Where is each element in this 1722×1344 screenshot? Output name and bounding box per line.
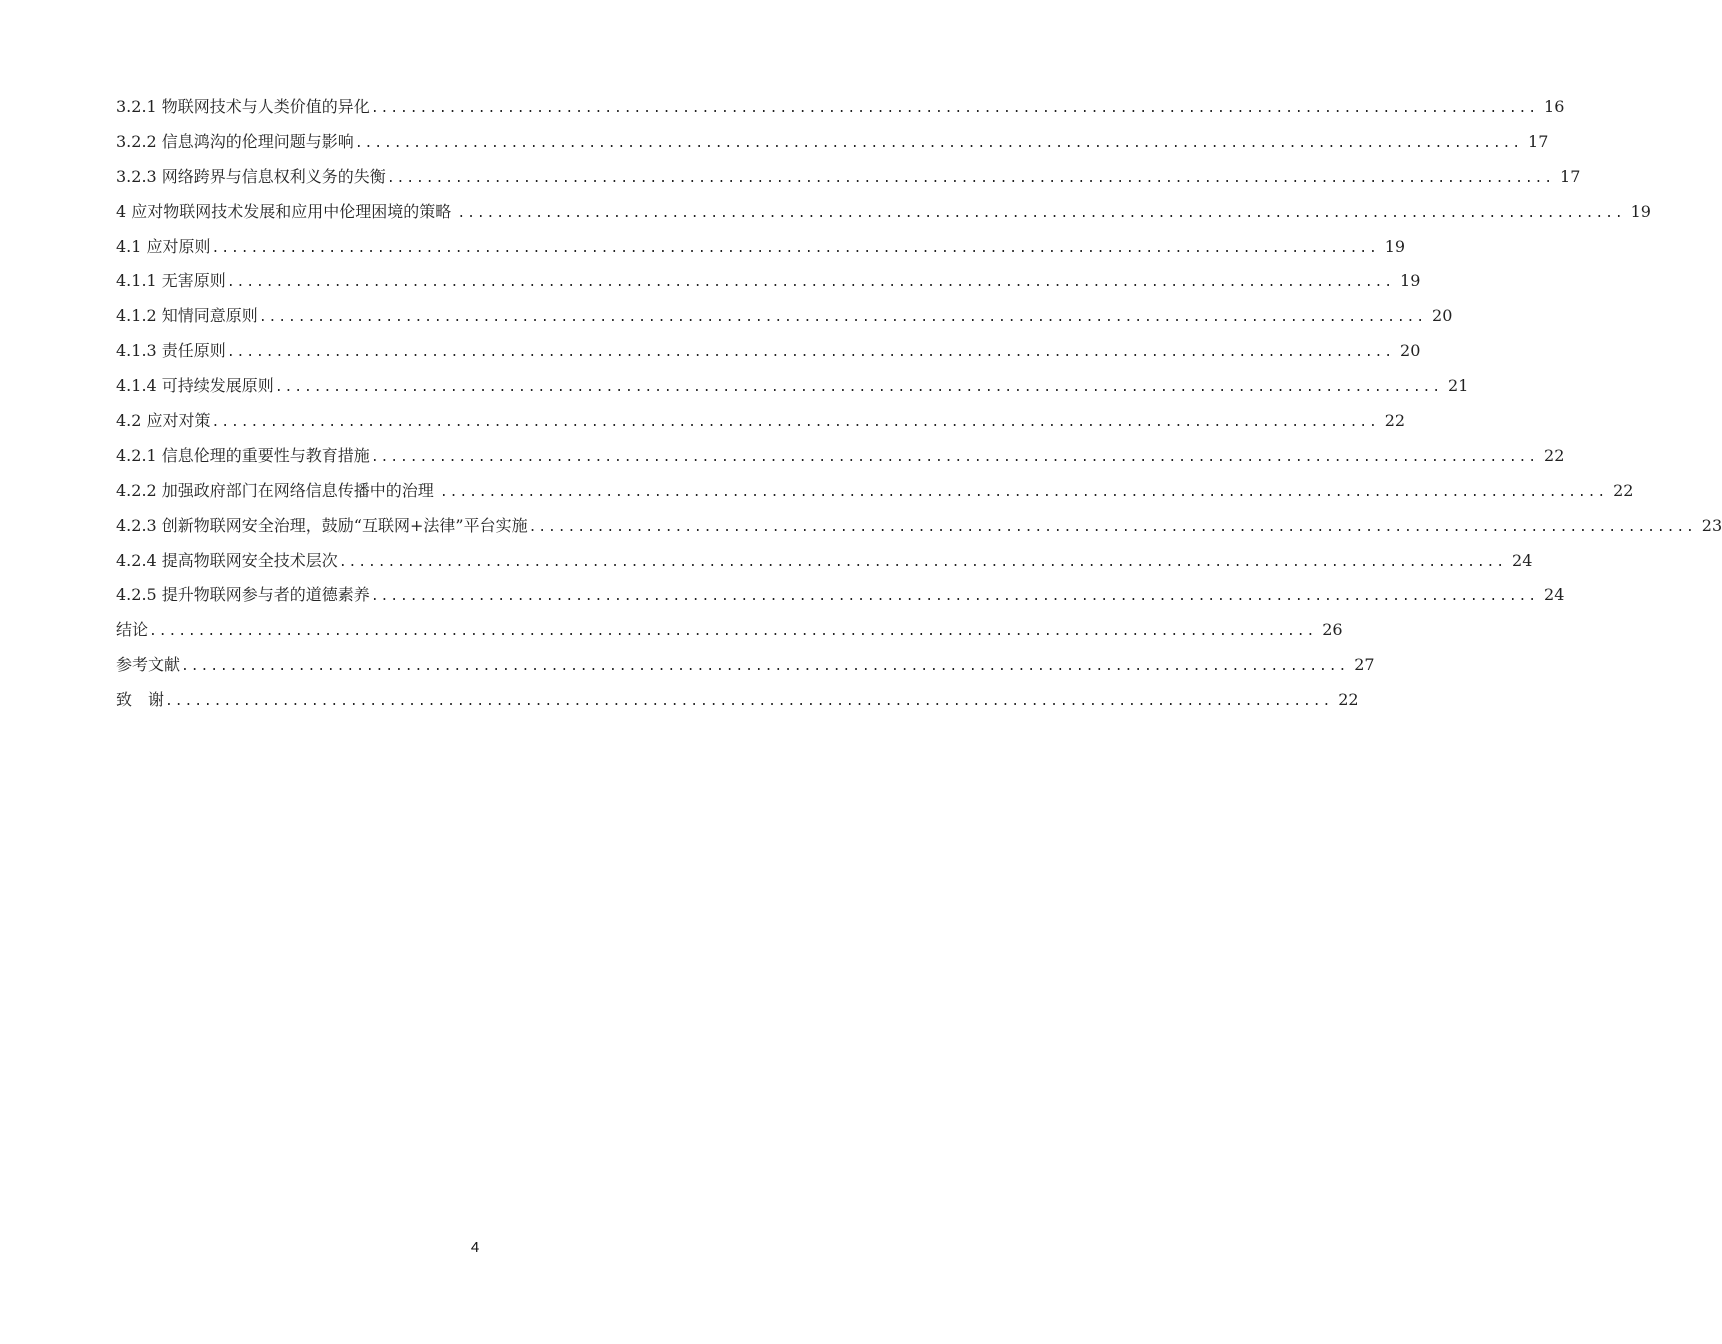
toc-entry-page: 21: [1448, 376, 1469, 396]
toc-entry[interactable]: [116, 234, 1406, 269]
dot-leader: ........................................................................................................................: [457, 205, 1625, 221]
dot-leader: ........................................................................................................................: [226, 345, 1395, 361]
toc-entry-title: 4.1.4 可持续发展原则: [116, 376, 274, 396]
toc-entry-title: 结论: [116, 620, 149, 640]
dot-leader: ........................................................................................................................: [165, 694, 1333, 710]
toc-entry[interactable]: [116, 617, 1343, 652]
toc-entry-title: 4.2 应对对策: [116, 411, 211, 431]
toc-entry[interactable]: [116, 443, 1565, 478]
toc-entry-title: 4.2.1 信息伦理的重要性与教育措施: [116, 445, 370, 465]
toc-entry[interactable]: [116, 94, 1565, 129]
toc-entry-title: 4.1.1 无害原则: [116, 271, 226, 291]
toc-entry-page: 19: [1384, 236, 1406, 256]
toc-entry-title: 4.1.2 知情同意原则: [116, 306, 258, 326]
dot-leader: ........................................................................................................................: [226, 275, 1395, 291]
dot-leader: ........................................................................................................................: [149, 624, 1317, 640]
dot-leader: ........................................................................................................................: [370, 101, 1539, 116]
toc-entry-title: 致 谢: [116, 690, 165, 710]
toc-entry-title: 3.2.2 信息鸿沟的伦理问题与影响: [116, 131, 354, 151]
toc-entry-page: 22: [1338, 690, 1359, 710]
page-number: 4: [470, 1239, 480, 1256]
dot-leader: ........................................................................................................................: [370, 589, 1539, 605]
toc-entry-title: 4 应对物联网技术发展和应用中伦理困境的策略: [116, 201, 457, 221]
toc-entry-title: 4.2.5 提升物联网参与者的道德素养: [116, 585, 370, 605]
toc-entry-page: 17: [1560, 166, 1581, 186]
dot-leader: ........................................................................................................................: [354, 135, 1523, 151]
toc-entry[interactable]: [116, 652, 1375, 687]
toc-entry-page: 20: [1432, 306, 1453, 326]
toc-entry[interactable]: [116, 408, 1406, 443]
toc-entry-page: 22: [1544, 445, 1565, 465]
toc-entry[interactable]: [116, 548, 1533, 583]
toc-entry-title: 参考文献: [116, 655, 181, 675]
dot-leader: ........................................................................................................................: [211, 240, 1379, 256]
toc-entry[interactable]: [116, 338, 1421, 373]
toc-entry[interactable]: [116, 268, 1421, 303]
toc-entry[interactable]: [116, 513, 1722, 548]
toc-entry-page: 26: [1322, 620, 1343, 640]
toc-entry-title: 4.1 应对原则: [116, 236, 211, 256]
toc-entry-page: 24: [1512, 550, 1533, 570]
table-of-contents: [116, 94, 1722, 722]
toc-entry[interactable]: [116, 687, 1359, 722]
dot-leader: ........................................................................................................................: [528, 519, 1696, 535]
toc-entry-title: 3.2.1 物联网技术与人类价值的异化: [116, 97, 370, 116]
dot-leader: ........................................................................................................................: [274, 380, 1443, 396]
dot-leader: ........................................................................................................................: [181, 659, 1349, 675]
toc-entry-page: 16: [1544, 97, 1565, 116]
toc-entry-page: 22: [1384, 411, 1406, 431]
toc-entry-page: 22: [1613, 480, 1634, 500]
toc-entry[interactable]: [116, 373, 1469, 408]
toc-entry[interactable]: [116, 129, 1549, 164]
toc-entry-title: 4.2.2 加强政府部门在网络信息传播中的治理: [116, 480, 439, 500]
dot-leader: ........................................................................................................................: [370, 449, 1539, 465]
toc-entry[interactable]: [116, 164, 1581, 199]
toc-entry[interactable]: [116, 199, 1651, 234]
toc-entry[interactable]: [116, 582, 1565, 617]
toc-entry[interactable]: [116, 478, 1634, 513]
toc-entry-title: 4.1.3 责任原则: [116, 341, 226, 361]
dot-leader: ........................................................................................................................: [258, 310, 1427, 326]
dot-leader: ........................................................................................................................: [211, 415, 1379, 431]
toc-entry-page: 19: [1630, 201, 1651, 221]
toc-entry[interactable]: [116, 303, 1453, 338]
toc-entry-title: 3.2.3 网络跨界与信息权利义务的失衡: [116, 166, 386, 186]
toc-entry-page: 24: [1544, 585, 1565, 605]
toc-entry-title: 4.2.3 创新物联网安全治理，鼓励“互联网+法律”平台实施: [116, 515, 528, 535]
toc-entry-page: 19: [1400, 271, 1421, 291]
dot-leader: ........................................................................................................................: [439, 484, 1608, 500]
toc-entry-page: 27: [1354, 655, 1375, 675]
dot-leader: ........................................................................................................................: [386, 170, 1555, 186]
toc-entry-page: 23: [1701, 515, 1722, 535]
toc-entry-page: 20: [1400, 341, 1421, 361]
toc-entry-title: 4.2.4 提高物联网安全技术层次: [116, 550, 338, 570]
dot-leader: ........................................................................................................................: [338, 554, 1507, 570]
toc-entry-page: 17: [1528, 131, 1549, 151]
